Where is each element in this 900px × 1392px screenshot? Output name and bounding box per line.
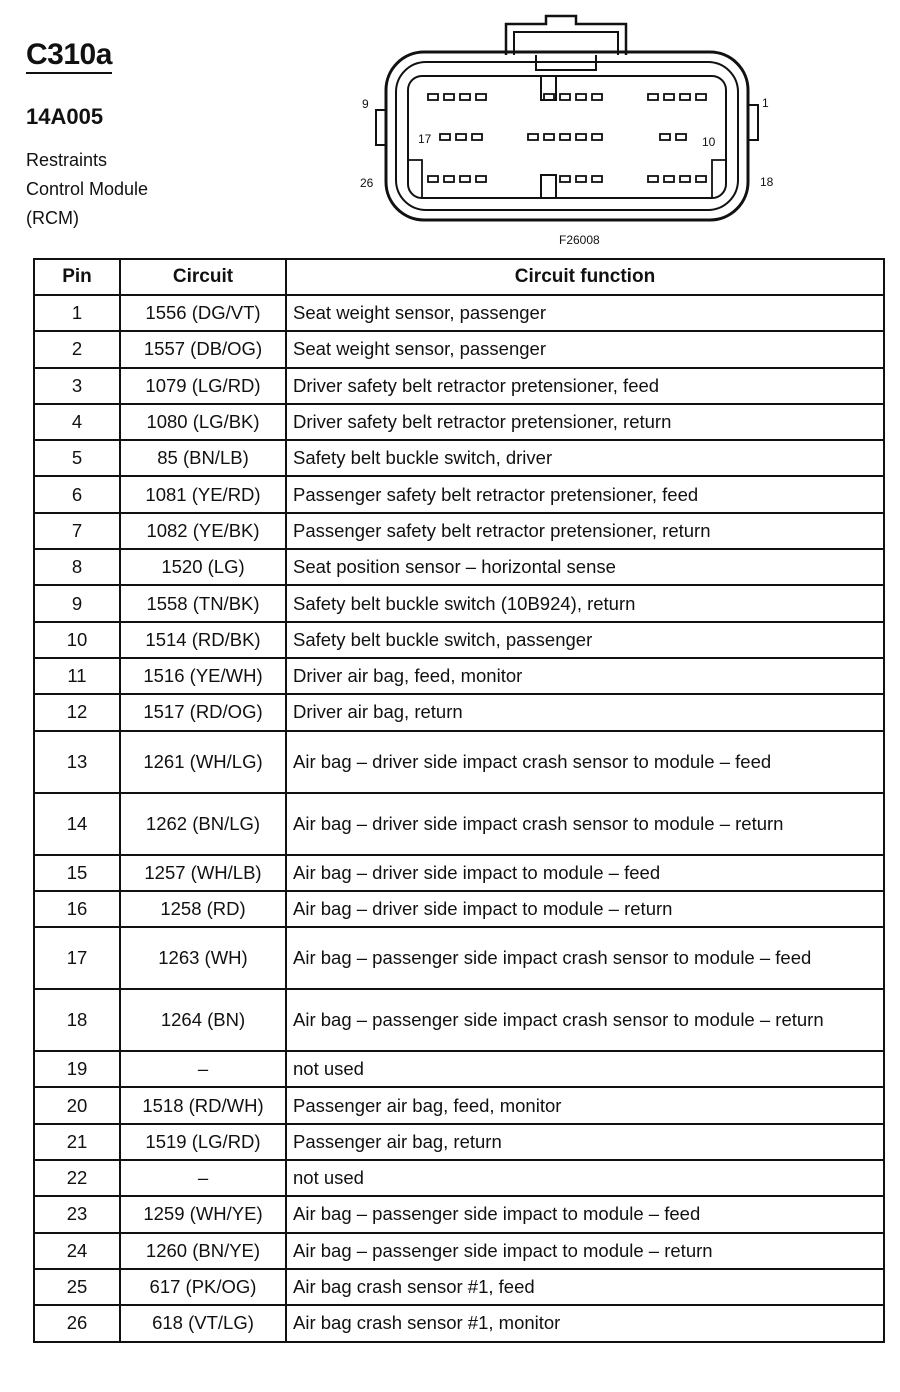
table-row xyxy=(34,694,884,730)
circuit-cell: 1258 (RD) xyxy=(120,891,286,927)
pin-cell: 5 xyxy=(34,440,120,476)
table-row xyxy=(34,1233,884,1269)
circuit-cell: 1260 (BN/YE) xyxy=(120,1233,286,1269)
circuit-column-header: Circuit xyxy=(120,259,286,295)
pin-label: 10 xyxy=(702,135,716,149)
table-row xyxy=(34,658,884,694)
circuit-cell: – xyxy=(120,1160,286,1196)
circuit-cell: 1081 (YE/RD) xyxy=(120,476,286,512)
table-row xyxy=(34,331,884,367)
table-header-row xyxy=(34,259,884,295)
pin-cell: 24 xyxy=(34,1233,120,1269)
table-row xyxy=(34,1196,884,1232)
table-row xyxy=(34,855,884,891)
circuit-cell: 617 (PK/OG) xyxy=(120,1269,286,1305)
connector-diagram xyxy=(356,10,786,255)
table-row xyxy=(34,927,884,989)
pin-cell: 19 xyxy=(34,1051,120,1087)
pin-cell: 2 xyxy=(34,331,120,367)
table-row xyxy=(34,989,884,1051)
table-row xyxy=(34,295,884,331)
circuit-cell: – xyxy=(120,1051,286,1087)
pin-cell: 4 xyxy=(34,404,120,440)
function-cell: Air bag – passenger side impact to module – feed xyxy=(286,1196,884,1232)
table-row xyxy=(34,793,884,855)
connector-description xyxy=(26,146,346,233)
circuit-cell: 85 (BN/LB) xyxy=(120,440,286,476)
function-cell: Air bag – driver side impact crash sensor to module – return xyxy=(286,793,884,855)
pin-cell: 23 xyxy=(34,1196,120,1232)
circuit-cell: 1082 (YE/BK) xyxy=(120,513,286,549)
function-cell: Air bag crash sensor #1, monitor xyxy=(286,1305,884,1341)
circuit-cell: 1080 (LG/BK) xyxy=(120,404,286,440)
table-row xyxy=(34,476,884,512)
pin-cell: 9 xyxy=(34,585,120,621)
function-cell: Passenger safety belt retractor pretensioner, return xyxy=(286,513,884,549)
circuit-cell: 1264 (BN) xyxy=(120,989,286,1051)
pin-cell: 21 xyxy=(34,1124,120,1160)
table-row xyxy=(34,1305,884,1341)
pin-table xyxy=(33,258,885,1343)
pin-cell: 18 xyxy=(34,989,120,1051)
pin-cell: 25 xyxy=(34,1269,120,1305)
circuit-cell: 1262 (BN/LG) xyxy=(120,793,286,855)
pin-cell: 20 xyxy=(34,1087,120,1123)
pin-cell: 22 xyxy=(34,1160,120,1196)
circuit-cell: 1517 (RD/OG) xyxy=(120,694,286,730)
pin-cell: 3 xyxy=(34,368,120,404)
figure-code: F26008 xyxy=(559,233,600,247)
function-cell: Driver safety belt retractor pretensioner, return xyxy=(286,404,884,440)
function-cell: Air bag – passenger side impact crash sensor to module – return xyxy=(286,989,884,1051)
table-row xyxy=(34,891,884,927)
function-cell: not used xyxy=(286,1051,884,1087)
description-line: Control Module xyxy=(26,179,149,199)
function-cell: Air bag – driver side impact to module – return xyxy=(286,891,884,927)
function-cell: Passenger air bag, return xyxy=(286,1124,884,1160)
table-row xyxy=(34,513,884,549)
pin-cell: 8 xyxy=(34,549,120,585)
function-cell: Air bag – driver side impact crash sensor to module – feed xyxy=(286,731,884,793)
function-cell: Passenger safety belt retractor pretensioner, feed xyxy=(286,476,884,512)
circuit-cell: 1257 (WH/LB) xyxy=(120,855,286,891)
pin-label: 18 xyxy=(760,175,774,189)
table-row xyxy=(34,368,884,404)
circuit-cell: 1079 (LG/RD) xyxy=(120,368,286,404)
connector-header xyxy=(26,38,346,233)
pin-cell: 14 xyxy=(34,793,120,855)
circuit-cell: 618 (VT/LG) xyxy=(120,1305,286,1341)
function-cell: not used xyxy=(286,1160,884,1196)
function-cell: Air bag – driver side impact to module – feed xyxy=(286,855,884,891)
part-number: 14A005 xyxy=(26,104,104,129)
table-row xyxy=(34,622,884,658)
pin-cell: 12 xyxy=(34,694,120,730)
pin-cell: 10 xyxy=(34,622,120,658)
pin-label: 9 xyxy=(362,97,369,111)
pin-cell: 26 xyxy=(34,1305,120,1341)
pin-cell: 16 xyxy=(34,891,120,927)
table-row xyxy=(34,585,884,621)
function-cell: Seat weight sensor, passenger xyxy=(286,331,884,367)
function-cell: Driver air bag, return xyxy=(286,694,884,730)
function-cell: Air bag crash sensor #1, feed xyxy=(286,1269,884,1305)
pin-cell: 7 xyxy=(34,513,120,549)
table-row xyxy=(34,404,884,440)
circuit-cell: 1520 (LG) xyxy=(120,549,286,585)
function-cell: Air bag – passenger side impact crash sensor to module – feed xyxy=(286,927,884,989)
table-row xyxy=(34,549,884,585)
function-cell: Safety belt buckle switch, passenger xyxy=(286,622,884,658)
function-cell: Driver safety belt retractor pretensioner, feed xyxy=(286,368,884,404)
connector-face-icon xyxy=(356,10,786,255)
pin-label: 17 xyxy=(418,132,432,146)
table-row xyxy=(34,1051,884,1087)
circuit-cell: 1557 (DB/OG) xyxy=(120,331,286,367)
circuit-cell: 1514 (RD/BK) xyxy=(120,622,286,658)
pin-label: 26 xyxy=(360,176,374,190)
pin-cell: 11 xyxy=(34,658,120,694)
circuit-cell: 1558 (TN/BK) xyxy=(120,585,286,621)
table-row xyxy=(34,1269,884,1305)
pin-cell: 6 xyxy=(34,476,120,512)
description-line: (RCM) xyxy=(26,208,79,228)
table-row xyxy=(34,1160,884,1196)
circuit-cell: 1259 (WH/YE) xyxy=(120,1196,286,1232)
table-row xyxy=(34,731,884,793)
table-row xyxy=(34,440,884,476)
circuit-cell: 1516 (YE/WH) xyxy=(120,658,286,694)
description-line: Restraints xyxy=(26,150,108,170)
function-cell: Air bag – passenger side impact to module – return xyxy=(286,1233,884,1269)
function-column-header: Circuit function xyxy=(286,259,884,295)
function-cell: Seat weight sensor, passenger xyxy=(286,295,884,331)
function-cell: Driver air bag, feed, monitor xyxy=(286,658,884,694)
pin-cell: 13 xyxy=(34,731,120,793)
table-row xyxy=(34,1124,884,1160)
circuit-cell: 1556 (DG/VT) xyxy=(120,295,286,331)
pin-cell: 15 xyxy=(34,855,120,891)
circuit-cell: 1518 (RD/WH) xyxy=(120,1087,286,1123)
pin-column-header: Pin xyxy=(34,259,120,295)
function-cell: Safety belt buckle switch (10B924), return xyxy=(286,585,884,621)
table-row xyxy=(34,1087,884,1123)
circuit-cell: 1261 (WH/LG) xyxy=(120,731,286,793)
pin-cell: 1 xyxy=(34,295,120,331)
function-cell: Safety belt buckle switch, driver xyxy=(286,440,884,476)
function-cell: Seat position sensor – horizontal sense xyxy=(286,549,884,585)
circuit-cell: 1263 (WH) xyxy=(120,927,286,989)
connector-id: C310a xyxy=(26,38,112,74)
function-cell: Passenger air bag, feed, monitor xyxy=(286,1087,884,1123)
pin-label: 1 xyxy=(762,96,769,110)
pin-cell: 17 xyxy=(34,927,120,989)
circuit-cell: 1519 (LG/RD) xyxy=(120,1124,286,1160)
